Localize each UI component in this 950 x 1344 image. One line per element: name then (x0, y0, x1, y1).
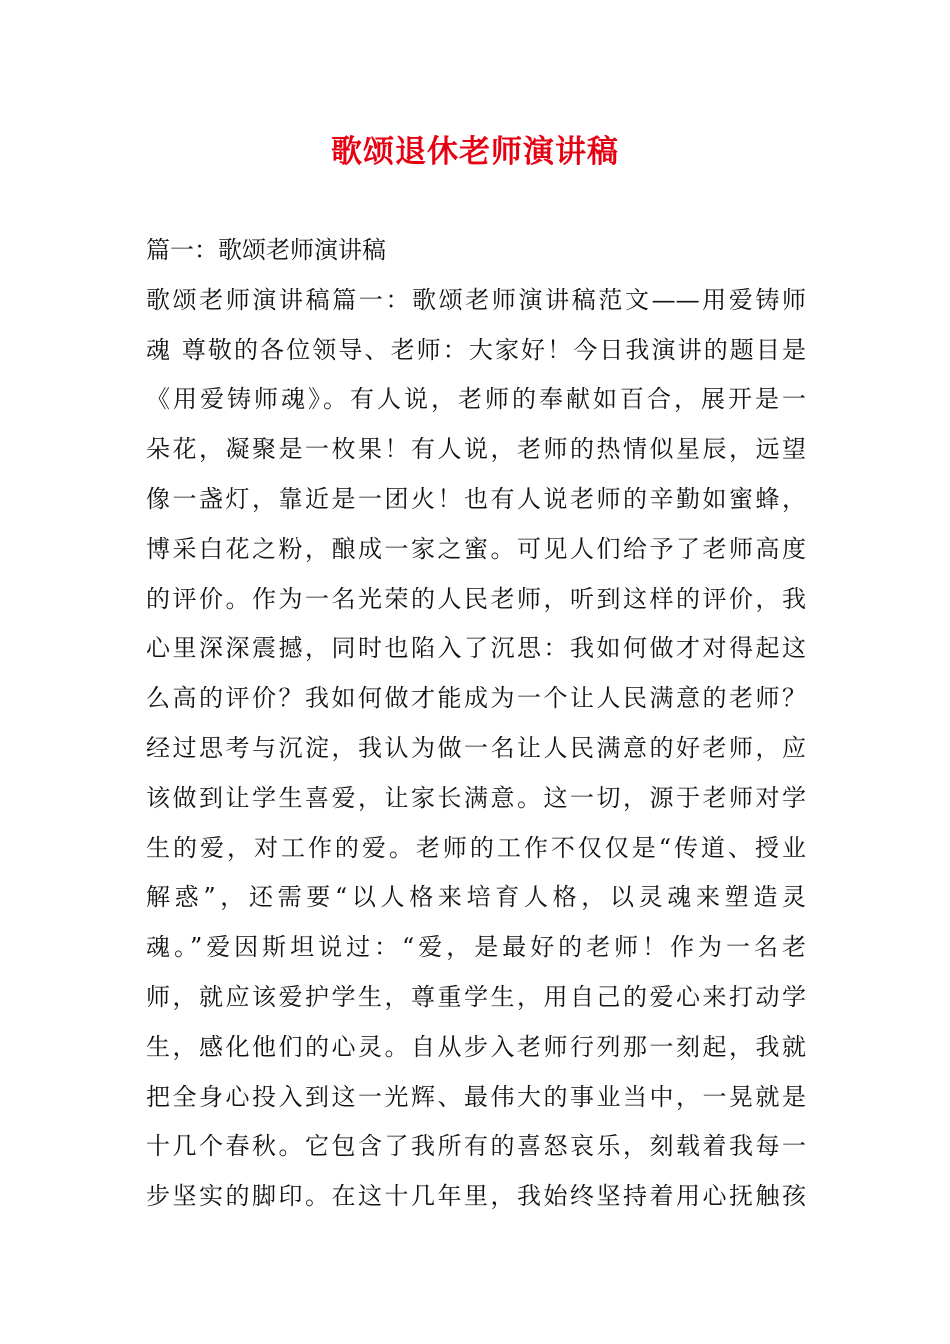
body-line: 魂。”爱因斯坦说过：“爱，是最好的老师！作为一名老 (146, 933, 806, 962)
body-line: 博采白花之粉，酿成一家之蜜。可见人们给予了老师高度 (146, 534, 806, 563)
body-line: 像一盏灯，靠近是一团火！也有人说老师的辛勤如蜜蜂， (146, 484, 806, 513)
body-line: 么高的评价？我如何做才能成为一个让人民满意的老师？ (146, 684, 806, 713)
body-line: 生的爱，对工作的爱。老师的工作不仅仅是“传道、授业 (146, 833, 806, 862)
body-line: 朵花，凝聚是一枚果！有人说，老师的热情似星辰，远望 (146, 435, 806, 464)
body-line: 经过思考与沉淀，我认为做一名让人民满意的好老师，应 (146, 733, 806, 762)
section-heading: 篇一：歌颂老师演讲稿 (146, 236, 386, 264)
body-line: 魂 尊敬的各位领导、老师：大家好！今日我演讲的题目是 (146, 335, 806, 364)
body-line: 的评价。作为一名光荣的人民老师，听到这样的评价，我 (146, 584, 806, 613)
body-line: 解惑”，还需要“以人格来培育人格，以灵魂来塑造灵 (146, 883, 806, 912)
body-line: 《用爱铸师魂》。有人说，老师的奉献如百合，展开是一 (146, 385, 806, 414)
body-line: 步坚实的脚印。在这十几年里，我始终坚持着用心抚触孩 (146, 1182, 806, 1211)
body-line: 把全身心投入到这一光辉、最伟大的事业当中，一晃就是 (146, 1082, 806, 1111)
document-title: 歌颂退休老师演讲稿 (331, 134, 619, 170)
body-line: 师，就应该爱护学生，尊重学生，用自己的爱心来打动学 (146, 982, 806, 1011)
body-line: 该做到让学生喜爱，让家长满意。这一切，源于老师对学 (146, 783, 806, 812)
body-line: 生，感化他们的心灵。自从步入老师行列那一刻起，我就 (146, 1032, 806, 1061)
document-body (146, 226, 806, 1222)
body-line: 十几个春秋。它包含了我所有的喜怒哀乐，刻载着我每一 (146, 1132, 806, 1161)
body-line: 歌颂老师演讲稿篇一：歌颂老师演讲稿范文——用爱铸师 (146, 285, 806, 314)
body-line: 心里深深震撼，同时也陷入了沉思：我如何做才对得起这 (146, 634, 806, 663)
